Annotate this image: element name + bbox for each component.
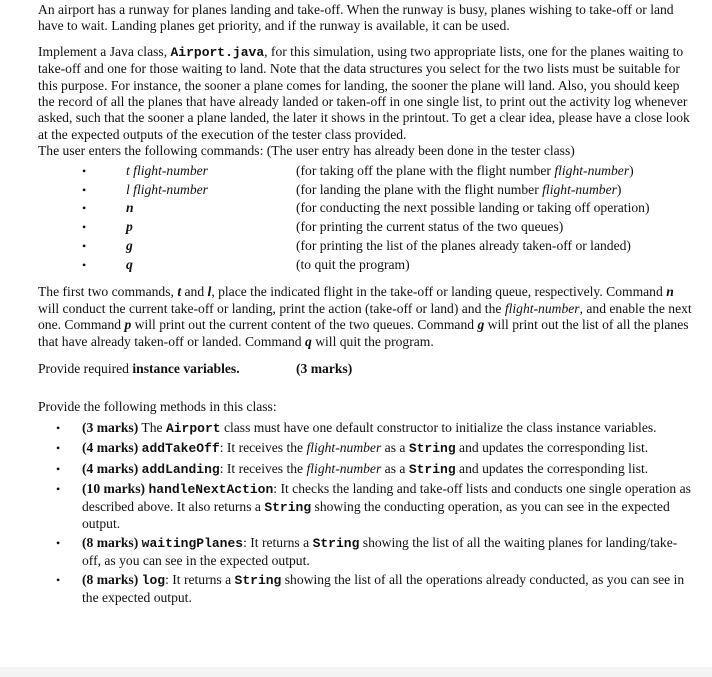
commands-explanation: The first two commands, t and l, place the indicated flight in the take-off or landing queue, respectively. Command n will conduct the current take-off or landing, print the action (take-off or land) and the flight-number, and enable the next one. Command p will print out the current content of the two queues. Command g will print out the list of all the planes that have already taken-off or landed. Command q will quit the program. bbox=[38, 284, 692, 349]
method-item-waitingplanes: • (8 marks) waitingPlanes: It returns a String showing the list of all the waiting planes for landing/take-off, as you can see in the expected output. bbox=[56, 535, 678, 568]
command-list bbox=[38, 162, 694, 275]
method-item-addlanding: • (4 marks) addLanding: It receives the flight-number as a String and updates the corresponding list. bbox=[56, 460, 649, 477]
command-item: • t flight-number (for taking off the plane with the flight number flight-number) bbox=[38, 162, 694, 181]
required-marks: (3 marks) bbox=[296, 361, 353, 377]
command-item: • n (for conducting the next possible landing or taking off operation) bbox=[38, 199, 694, 218]
methods-intro: Provide the following methods in this class: bbox=[38, 399, 277, 415]
command-syntax: l flight-number bbox=[126, 181, 208, 197]
class-filename: Airport.java bbox=[170, 44, 265, 60]
command-syntax: q bbox=[126, 256, 133, 272]
command-description: (for printing the current status of the two queues) bbox=[296, 219, 564, 235]
command-syntax: p bbox=[126, 219, 133, 235]
command-syntax: n bbox=[126, 200, 134, 216]
command-description: (for taking off the plane with the flight number flight-number) bbox=[296, 162, 634, 178]
command-description: (for conducting the next possible landing or taking off operation) bbox=[296, 200, 650, 216]
method-item-constructor: • (3 marks) The Airport class must have one default constructor to initialize the class instance variables. bbox=[56, 419, 657, 436]
method-item-log: • (8 marks) log: It returns a String showing the list of all the operations already conducted, as you can see in the expected output. bbox=[56, 572, 685, 605]
required-instance-variables: Provide required instance variables. (3 marks) bbox=[38, 361, 353, 377]
method-item-addtakeoff: • (4 marks) addTakeOff: It receives the flight-number as a String and updates the corresponding list. bbox=[56, 440, 649, 457]
command-description: (for printing the list of the planes already taken-off or landed) bbox=[296, 238, 631, 254]
command-item: • q (to quit the program) bbox=[38, 256, 694, 275]
command-description: (to quit the program) bbox=[296, 256, 410, 272]
command-item: • g (for printing the list of the planes already taken-off or landed) bbox=[38, 237, 694, 256]
intro-text: An airport has a runway for planes landing and take-off. When the runway is busy, planes wishing to take-off or land have to wait. Landing planes get priority, and if the runway is available, it can be used. bbox=[38, 2, 674, 34]
method-list bbox=[38, 420, 694, 606]
command-item: • l flight-number (for landing the plane with the flight number flight-number) bbox=[38, 180, 694, 199]
command-item: • p (for printing the current status of the two queues) bbox=[38, 218, 694, 237]
user-enters-line: The user enters the following commands: (The user entry has already been done in the tester class) bbox=[38, 143, 575, 159]
method-item-handlenextaction: • (10 marks) handleNextAction: It checks the landing and take-off lists and conducts one single operation as described above. It also returns a String showing the conducting operation, as you can see in the expected output. bbox=[56, 481, 691, 531]
intro-paragraph bbox=[38, 2, 694, 35]
command-syntax: t flight-number bbox=[126, 162, 208, 178]
command-description: (for landing the plane with the flight number flight-number) bbox=[296, 181, 622, 197]
implement-paragraph: Implement a Java class, Airport.java, for this simulation, using two appropriate lists, one for the planes waiting to take-off and one for those waiting to land. Note that the data structures you select for the two lists must be suitable for this purpose. For instance, the sooner a plane comes for landing, the sooner the plane will land. Also, you should keep the record of all the planes that have already landed or taken-off in one single list, to print out the activity log whenever asked, such that the sooner a plane landed, the later it shows in the printout. To get a clear idea, please have a close look at the expected outputs of the execution of the tester class provided. bbox=[38, 43, 690, 142]
bottom-strip bbox=[0, 667, 712, 677]
command-syntax: g bbox=[126, 238, 133, 254]
